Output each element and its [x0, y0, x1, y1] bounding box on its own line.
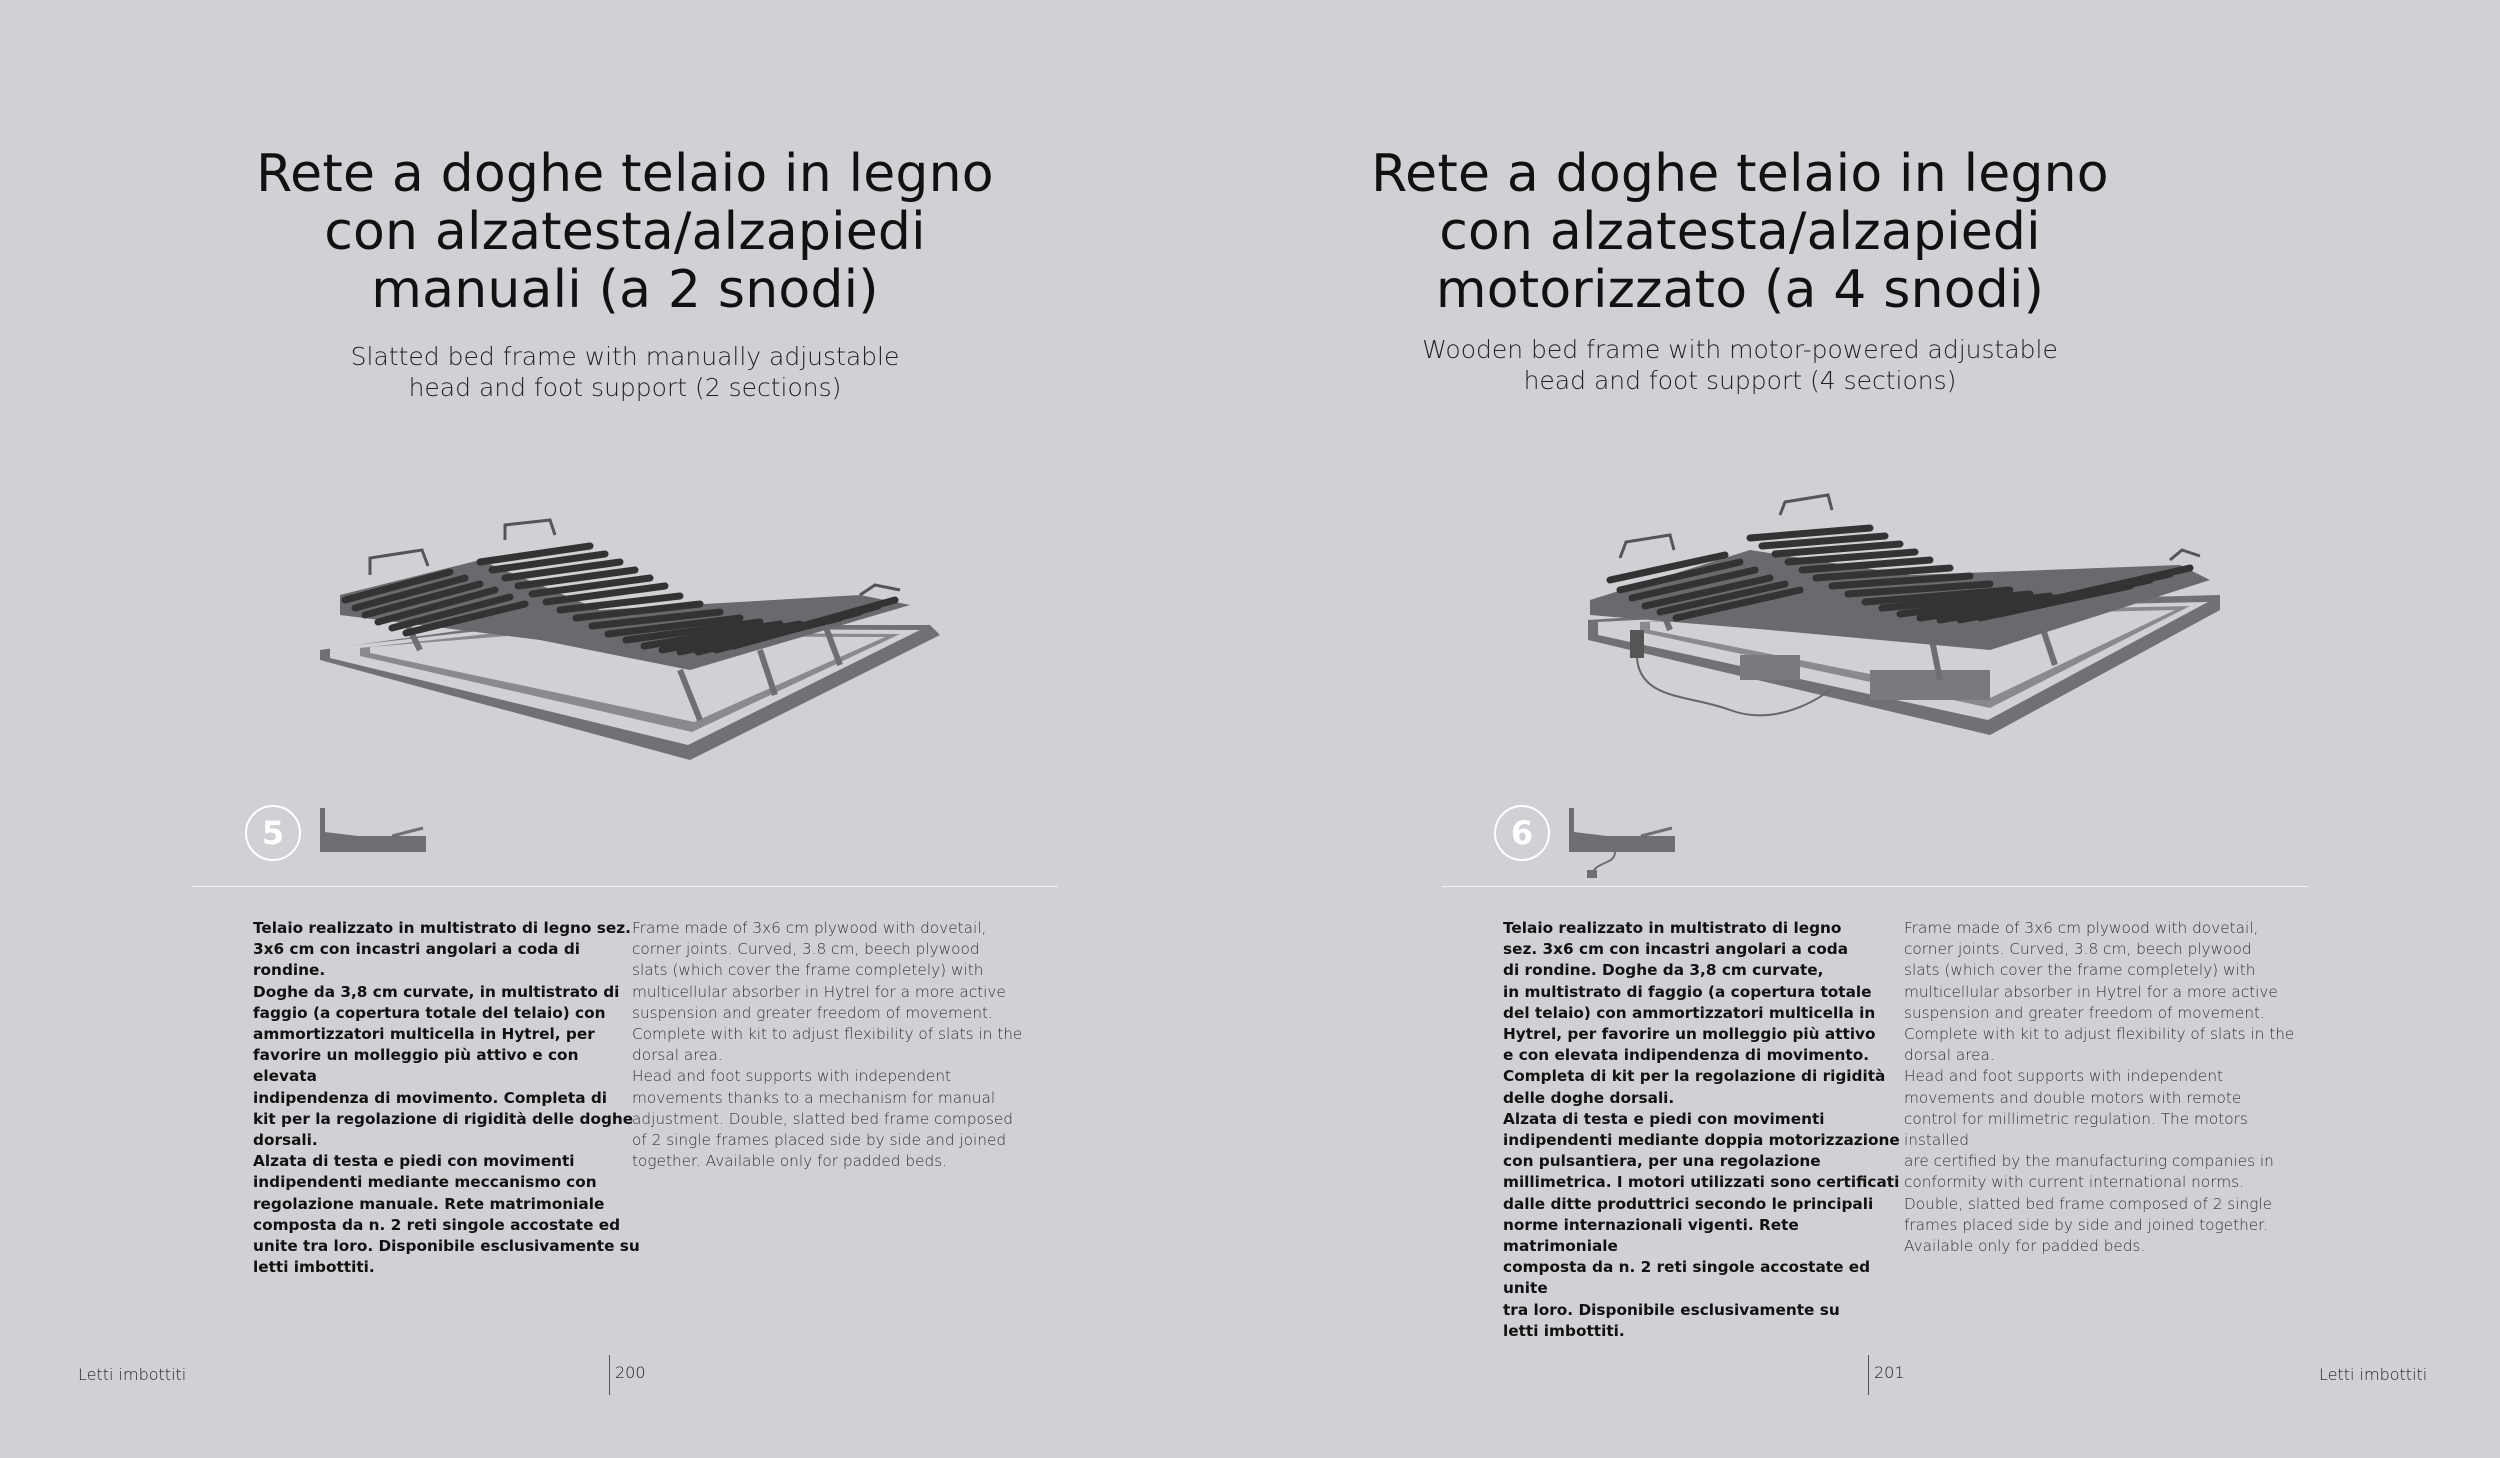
title-line: con alzatesta/alzapiedi	[1439, 202, 2041, 262]
subtitle-line: head and foot support (4 sections)	[1523, 366, 1957, 395]
footer-divider	[1868, 1355, 1869, 1395]
slatted-bed-frame-image	[300, 500, 960, 780]
right-page	[1250, 0, 2500, 1458]
english-description: Frame made of 3x6 cm plywood with dovetail, corner joints. Curved, 3.8 cm, beech plywood slats (which cover the frame completely) with multicellular absorber in Hytrel for a more active suspension and greater freedom of movement. Complete with kit to adjust flexibility of slats in the dorsal area. Head and foot supports with independent movements and double motors with remote control for millimetric regulation. The motors installed are certified by the manufacturing companies in conformity with current international norms. Double, slatted bed frame composed of 2 single frames placed side by side and joined together. Available only for padded beds.	[1904, 919, 2295, 1256]
product-subtitle	[865, 334, 2500, 396]
page-number: 201	[1874, 1363, 1905, 1382]
footer-section-label: Letti imbottiti	[2319, 1365, 2428, 1384]
subtitle-line: head and foot support (2 sections)	[408, 373, 842, 402]
motorized-adjust-bed-icon	[1567, 806, 1679, 882]
title-line: Rete a doghe telaio in legno	[1371, 144, 2109, 204]
subtitle-line: Wooden bed frame with motor-powered adjustable	[1422, 335, 2058, 364]
english-description: Frame made of 3x6 cm plywood with dovetail, corner joints. Curved, 3.8 cm, beech plywood slats (which cover the frame completely) with multicellular absorber in Hytrel for a more active suspension and greater freedom of movement. Complete with kit to adjust flexibility of slats in the dorsal area. Head and foot supports with independent movements thanks to a mechanism for manual adjustment. Double, slatted bed frame composed of 2 single frames placed side by side and joined together. Available only for padded beds.	[632, 919, 1023, 1171]
title-line: motorizzato (a 4 snodi)	[1435, 260, 2045, 320]
italian-description: Telaio realizzato in multistrato di legno sez. 3x6 cm con incastri angolari a coda di rondine. Doghe da 3,8 cm curvate, in multistrato di faggio (a copertura totale del telaio) con ammortizzatori multicella in Hytrel, per favorire un molleggio più attivo e con elevata indipendenza di movimento. Completa di kit per la regolazione di rigidità delle doghe dorsali. Alzata di testa e piedi con movimenti indipendenti mediante meccanismo con regolazione manuale. Rete matrimoniale composta da n. 2 reti singole accostate ed unite tra loro. Disponibile esclusivamente su letti imbottiti.	[253, 919, 640, 1277]
page-number: 200	[615, 1363, 646, 1382]
product-number-badge: 6	[1494, 805, 1550, 861]
section-divider	[1442, 886, 2308, 887]
section-divider	[192, 886, 1058, 887]
footer-section-label: Letti imbottiti	[78, 1365, 187, 1384]
product-number-badge: 5	[245, 805, 301, 861]
product-title	[865, 145, 2500, 319]
subtitle-line: Slatted bed frame with manually adjustable	[350, 342, 900, 371]
title-line: con alzatesta/alzapiedi	[324, 202, 926, 262]
motorized-bed-frame-image	[1570, 480, 2230, 780]
manual-adjust-bed-icon	[318, 806, 430, 856]
italian-description: Telaio realizzato in multistrato di legno sez. 3x6 cm con incastri angolari a coda di rondine. Doghe da 3,8 cm curvate, in multistrato di faggio (a copertura totale del telaio) con ammortizzatori multicella in Hytrel, per favorire un molleggio più attivo e con elevata indipendenza di movimento. Completa di kit per la regolazione di rigidità delle doghe dorsali. Alzata di testa e piedi con movimenti indipendenti mediante doppia motorizzazione con pulsantiera, per una regolazione millimetrica. I motori utilizzati sono certificati dalle ditte produttrici secondo le principali norme internazionali vigenti. Rete matrimoniale composta da n. 2 reti singole accostate ed unite tra loro. Disponibile esclusivamente su letti imbottiti.	[1503, 919, 1900, 1340]
title-line: Rete a doghe telaio in legno	[256, 144, 994, 204]
footer-divider	[609, 1355, 610, 1395]
title-line: manuali (a 2 snodi)	[371, 260, 879, 320]
